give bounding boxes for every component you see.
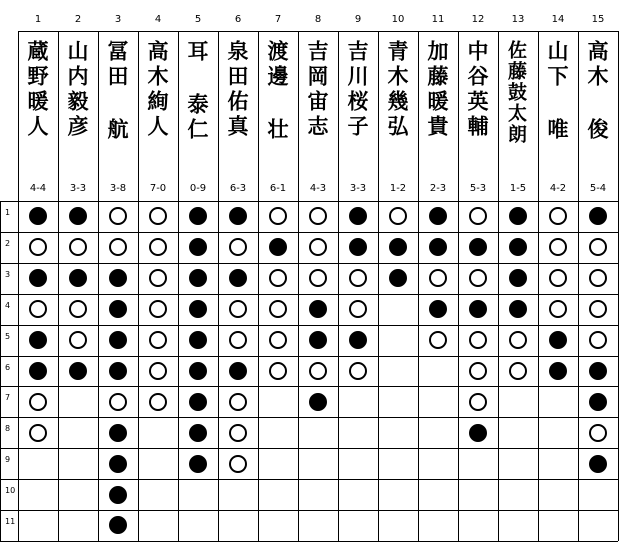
- win-mark: [229, 331, 247, 349]
- loss-mark: [189, 362, 207, 380]
- loss-mark: [109, 424, 127, 442]
- round-number: 10: [5, 486, 16, 496]
- grid-line: [258, 31, 259, 541]
- win-mark: [29, 393, 47, 411]
- player-number: 10: [391, 14, 405, 25]
- loss-mark: [269, 238, 287, 256]
- player-name: 吉川桜子: [345, 40, 369, 140]
- grid-line: [0, 294, 618, 295]
- player-record: 1-2: [389, 183, 407, 194]
- win-mark: [269, 300, 287, 318]
- player-record: 3-3: [349, 183, 367, 194]
- win-mark: [29, 424, 47, 442]
- grid-line: [618, 31, 619, 541]
- win-mark: [469, 269, 487, 287]
- win-mark: [309, 238, 327, 256]
- player-record: 5-3: [469, 183, 487, 194]
- grid-line: [498, 31, 499, 541]
- loss-mark: [69, 269, 87, 287]
- win-mark: [509, 331, 527, 349]
- player-name: 山下 唯: [545, 40, 569, 143]
- player-number: 5: [194, 14, 202, 25]
- win-mark: [269, 269, 287, 287]
- loss-mark: [589, 207, 607, 225]
- loss-mark: [29, 269, 47, 287]
- round-number: 2: [5, 238, 11, 248]
- player-number: 8: [314, 14, 322, 25]
- player-name: 泉田佑真: [225, 40, 249, 140]
- round-number: 9: [5, 455, 11, 465]
- grid-line: [18, 31, 19, 541]
- loss-mark: [189, 331, 207, 349]
- win-mark: [229, 393, 247, 411]
- win-mark: [69, 238, 87, 256]
- player-name: 高木絢人: [145, 40, 169, 140]
- win-mark: [269, 362, 287, 380]
- grid-line: [458, 31, 459, 541]
- grid-line: [0, 263, 618, 264]
- round-number: 7: [5, 393, 11, 403]
- loss-mark: [189, 207, 207, 225]
- win-mark: [429, 331, 447, 349]
- grid-line: [18, 31, 618, 32]
- round-number: 3: [5, 269, 11, 279]
- loss-mark: [29, 207, 47, 225]
- win-mark: [149, 207, 167, 225]
- win-mark: [589, 331, 607, 349]
- player-record: 3-8: [109, 183, 127, 194]
- grid-line: [298, 31, 299, 541]
- loss-mark: [509, 300, 527, 318]
- player-number: 11: [431, 14, 445, 25]
- win-mark: [309, 269, 327, 287]
- win-mark: [589, 300, 607, 318]
- player-number: 6: [234, 14, 242, 25]
- loss-mark: [429, 238, 447, 256]
- loss-mark: [109, 516, 127, 534]
- win-mark: [589, 238, 607, 256]
- win-mark: [549, 269, 567, 287]
- loss-mark: [509, 238, 527, 256]
- round-number: 1: [5, 208, 11, 217]
- win-mark: [549, 300, 567, 318]
- player-name: 冨田 航: [105, 40, 129, 143]
- grid-line: [218, 31, 219, 541]
- win-mark: [29, 238, 47, 256]
- win-mark: [589, 424, 607, 442]
- player-record: 0-9: [189, 183, 207, 194]
- win-mark: [469, 362, 487, 380]
- loss-mark: [309, 331, 327, 349]
- win-mark: [229, 238, 247, 256]
- grid-line: [0, 325, 618, 326]
- grid-line: [0, 232, 618, 233]
- grid-line: [338, 31, 339, 541]
- grid-line: [538, 31, 539, 541]
- grid-line: [418, 31, 419, 541]
- loss-mark: [589, 455, 607, 473]
- loss-mark: [549, 362, 567, 380]
- win-mark: [29, 300, 47, 318]
- win-mark: [109, 238, 127, 256]
- win-mark: [109, 207, 127, 225]
- loss-mark: [189, 300, 207, 318]
- loss-mark: [389, 269, 407, 287]
- grid-line: [0, 386, 618, 387]
- win-mark: [269, 207, 287, 225]
- player-number: 13: [511, 14, 525, 25]
- loss-mark: [469, 424, 487, 442]
- grid-line: [0, 479, 618, 480]
- win-mark: [469, 331, 487, 349]
- player-name: 蔵野暖人: [25, 40, 49, 140]
- loss-mark: [189, 393, 207, 411]
- player-number: 7: [274, 14, 282, 25]
- grid-line: [578, 31, 579, 541]
- win-mark: [149, 393, 167, 411]
- loss-mark: [229, 362, 247, 380]
- player-record: 2-3: [429, 183, 447, 194]
- loss-mark: [509, 207, 527, 225]
- player-record: 4-3: [309, 183, 327, 194]
- loss-mark: [29, 331, 47, 349]
- player-number: 4: [154, 14, 162, 25]
- grid-line: [0, 448, 618, 449]
- loss-mark: [589, 393, 607, 411]
- player-name: 山内毅彦: [65, 40, 89, 140]
- loss-mark: [229, 269, 247, 287]
- player-number: 1: [34, 14, 42, 25]
- grid-line: [138, 31, 139, 541]
- player-record: 7-0: [149, 183, 167, 194]
- player-name: 加藤暖貴: [425, 40, 449, 140]
- loss-mark: [549, 331, 567, 349]
- win-mark: [69, 331, 87, 349]
- grid-line: [0, 417, 618, 418]
- win-mark: [589, 269, 607, 287]
- loss-mark: [589, 362, 607, 380]
- player-name: 高木 俊: [585, 40, 609, 143]
- win-mark: [109, 393, 127, 411]
- win-mark: [269, 331, 287, 349]
- player-number: 2: [74, 14, 82, 25]
- loss-mark: [309, 393, 327, 411]
- grid-line: [58, 31, 59, 541]
- round-number: 8: [5, 424, 11, 434]
- loss-mark: [109, 331, 127, 349]
- win-mark: [349, 362, 367, 380]
- round-number: 11: [5, 517, 16, 526]
- loss-mark: [349, 238, 367, 256]
- loss-mark: [29, 362, 47, 380]
- grid-line: [0, 356, 618, 357]
- loss-mark: [189, 269, 207, 287]
- win-mark: [469, 207, 487, 225]
- grid-line: [378, 31, 379, 541]
- win-mark: [349, 300, 367, 318]
- player-record: 3-3: [69, 183, 87, 194]
- grid-line: [98, 31, 99, 541]
- player-name: 耳 泰仁: [185, 40, 209, 143]
- round-number: 6: [5, 362, 11, 372]
- loss-mark: [349, 207, 367, 225]
- loss-mark: [109, 486, 127, 504]
- player-number: 14: [551, 14, 565, 25]
- loss-mark: [429, 300, 447, 318]
- loss-mark: [189, 238, 207, 256]
- loss-mark: [189, 424, 207, 442]
- player-record: 6-3: [229, 183, 247, 194]
- win-mark: [549, 207, 567, 225]
- player-name: 佐藤鼓太朗: [505, 40, 527, 145]
- loss-mark: [69, 362, 87, 380]
- player-number: 9: [354, 14, 362, 25]
- win-mark: [469, 393, 487, 411]
- win-mark: [229, 455, 247, 473]
- round-number: 5: [5, 331, 11, 341]
- loss-mark: [69, 207, 87, 225]
- grid-line: [0, 510, 618, 511]
- loss-mark: [229, 207, 247, 225]
- win-mark: [309, 362, 327, 380]
- win-mark: [149, 362, 167, 380]
- grid-line: [178, 31, 179, 541]
- player-record: 5-4: [589, 183, 607, 194]
- loss-mark: [189, 455, 207, 473]
- win-mark: [349, 269, 367, 287]
- player-name: 青木幾弘: [385, 40, 409, 140]
- win-mark: [429, 269, 447, 287]
- player-number: 3: [114, 14, 122, 25]
- player-record: 4-4: [29, 183, 47, 194]
- win-mark: [389, 207, 407, 225]
- player-number: 15: [591, 14, 605, 25]
- loss-mark: [509, 269, 527, 287]
- player-record: 4-2: [549, 183, 567, 194]
- loss-mark: [109, 269, 127, 287]
- loss-mark: [469, 300, 487, 318]
- win-mark: [509, 362, 527, 380]
- win-mark: [69, 300, 87, 318]
- player-name: 中谷英輔: [465, 40, 489, 140]
- win-mark: [549, 238, 567, 256]
- player-name: 渡邊 壮: [265, 40, 289, 143]
- player-number: 12: [471, 14, 485, 25]
- loss-mark: [309, 300, 327, 318]
- grid-line: [0, 201, 618, 202]
- loss-mark: [389, 238, 407, 256]
- round-number: 4: [5, 300, 11, 310]
- player-record: 6-1: [269, 183, 287, 194]
- win-mark: [229, 300, 247, 318]
- loss-mark: [109, 300, 127, 318]
- win-mark: [229, 424, 247, 442]
- loss-mark: [429, 207, 447, 225]
- win-mark: [149, 331, 167, 349]
- player-name: 吉岡宙志: [305, 40, 329, 140]
- player-record: 1-5: [509, 183, 527, 194]
- win-mark: [149, 300, 167, 318]
- win-mark: [149, 269, 167, 287]
- loss-mark: [349, 331, 367, 349]
- win-mark: [149, 238, 167, 256]
- loss-mark: [109, 455, 127, 473]
- loss-mark: [469, 238, 487, 256]
- win-mark: [309, 207, 327, 225]
- loss-mark: [109, 362, 127, 380]
- grid-line: [0, 201, 1, 541]
